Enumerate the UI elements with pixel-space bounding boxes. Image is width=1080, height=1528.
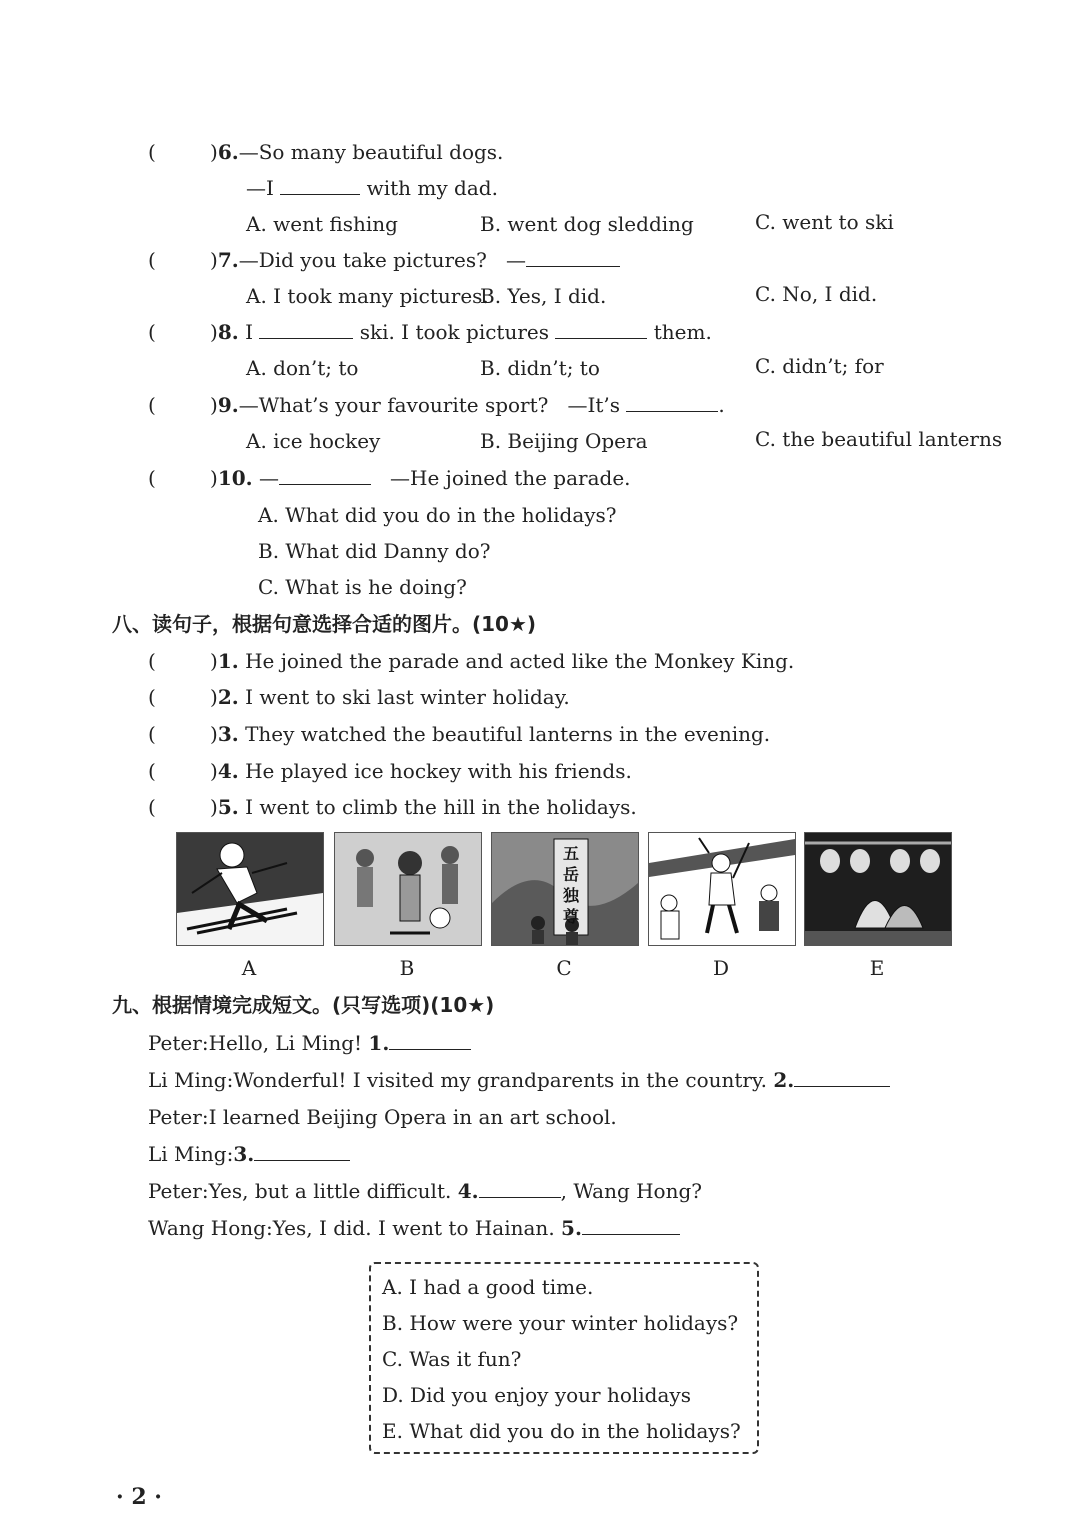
- answer-bracket-left: (: [148, 320, 156, 344]
- dialog-line-2: Li Ming:Wonderful! I visited my grandparents in the country. 2.: [148, 1068, 890, 1092]
- question-9-option-b: B. Beijing Opera: [480, 429, 648, 453]
- question-8-option-c: C. didn’t; for: [755, 354, 884, 378]
- picture-label: E: [869, 956, 885, 980]
- dialog-line-6: Wang Hong:Yes, I did. I went to Hainan. 5.: [148, 1216, 680, 1240]
- question-7-option-b: B. Yes, I did.: [480, 284, 607, 308]
- picture-b-parade: [334, 832, 482, 946]
- question-6-response: —I with my dad.: [246, 176, 498, 200]
- dialog-line-3: Peter:I learned Beijing Opera in an art school.: [148, 1105, 617, 1129]
- question-6-option-c: C. went to ski: [755, 210, 894, 234]
- picture-e-lanterns: [804, 832, 952, 946]
- question-9-option-a: A. ice hockey: [246, 429, 381, 453]
- answer-bracket-left: (: [148, 140, 156, 164]
- question-8-option-a: A. don’t; to: [246, 356, 359, 380]
- sec8-item-2: )2. I went to ski last winter holiday.: [210, 685, 570, 709]
- question-10-option-b: B. What did Danny do?: [258, 539, 491, 563]
- answer-blank[interactable]: [794, 1068, 890, 1087]
- question-10-option-a: A. What did you do in the holidays?: [258, 503, 617, 527]
- question-7-option-a: A. I took many pictures.: [246, 284, 489, 308]
- picture-label: B: [399, 956, 415, 980]
- sec8-item-1: )1. He joined the parade and acted like the Monkey King.: [210, 649, 795, 673]
- option-c: C. Was it fun?: [382, 1347, 522, 1371]
- dialog-line-1: Peter:Hello, Li Ming! 1.: [148, 1031, 471, 1055]
- answer-blank[interactable]: [280, 176, 360, 195]
- option-d: D. Did you enjoy your holidays: [382, 1383, 691, 1407]
- answer-bracket-left: (: [148, 722, 156, 746]
- section-9-title: 九、根据情境完成短文。(只写选项)(10★): [112, 993, 495, 1017]
- question-7-option-c: C. No, I did.: [755, 282, 878, 306]
- picture-a-skiing: [176, 832, 324, 946]
- question-8-stem: )8. I ski. I took pictures them.: [210, 320, 712, 344]
- question-8-option-b: B. didn’t; to: [480, 356, 600, 380]
- picture-label: C: [556, 956, 572, 980]
- answer-bracket-left: (: [148, 759, 156, 783]
- option-a: A. I had a good time.: [382, 1275, 594, 1299]
- answer-blank[interactable]: [526, 248, 620, 267]
- answer-bracket-left: (: [148, 466, 156, 490]
- answer-blank[interactable]: [555, 320, 647, 339]
- answer-blank[interactable]: [259, 320, 353, 339]
- sec8-item-3: )3. They watched the beautiful lanterns in the evening.: [210, 722, 771, 746]
- answer-bracket-left: (: [148, 795, 156, 819]
- section-8-title: 八、读句子，根据句意选择合适的图片。(10★): [112, 612, 537, 636]
- question-6-option-a: A. went fishing: [246, 212, 398, 236]
- answer-blank[interactable]: [279, 466, 371, 485]
- picture-c-hill: [491, 832, 639, 946]
- question-10-option-c: C. What is he doing?: [258, 575, 467, 599]
- sec8-item-4: )4. He played ice hockey with his friends.: [210, 759, 632, 783]
- dialog-line-4: Li Ming:3.: [148, 1142, 350, 1166]
- question-7-stem: )7.—Did you take pictures? —: [210, 248, 620, 272]
- answer-blank[interactable]: [254, 1142, 350, 1161]
- dialog-line-5: Peter:Yes, but a little difficult. 4. , Wang Hong?: [148, 1179, 702, 1203]
- answer-bracket-left: (: [148, 393, 156, 417]
- option-e: E. What did you do in the holidays?: [382, 1419, 741, 1443]
- option-b: B. How were your winter holidays?: [382, 1311, 739, 1335]
- question-10-stem: )10. — —He joined the parade.: [210, 466, 631, 490]
- answer-blank[interactable]: [582, 1216, 680, 1235]
- picture-label: D: [712, 956, 730, 980]
- picture-d-ice-hockey: [648, 832, 796, 946]
- question-6-option-b: B. went dog sledding: [480, 212, 694, 236]
- picture-c-sign: 五岳独尊: [562, 844, 579, 926]
- answer-blank[interactable]: [479, 1179, 561, 1198]
- answer-bracket-left: (: [148, 649, 156, 673]
- answer-blank[interactable]: [389, 1031, 471, 1050]
- question-6-stem: )6.—So many beautiful dogs.: [210, 140, 504, 164]
- answer-bracket-left: (: [148, 685, 156, 709]
- picture-label: A: [241, 956, 257, 980]
- question-9-stem: )9.—What’s your favourite sport? —It’s .: [210, 393, 725, 417]
- answer-bracket-left: (: [148, 248, 156, 272]
- answer-blank[interactable]: [626, 393, 718, 412]
- page-number: · 2 ·: [116, 1484, 162, 1510]
- sec8-item-5: )5. I went to climb the hill in the holidays.: [210, 795, 637, 819]
- question-9-option-c: C. the beautiful lanterns: [755, 427, 1003, 451]
